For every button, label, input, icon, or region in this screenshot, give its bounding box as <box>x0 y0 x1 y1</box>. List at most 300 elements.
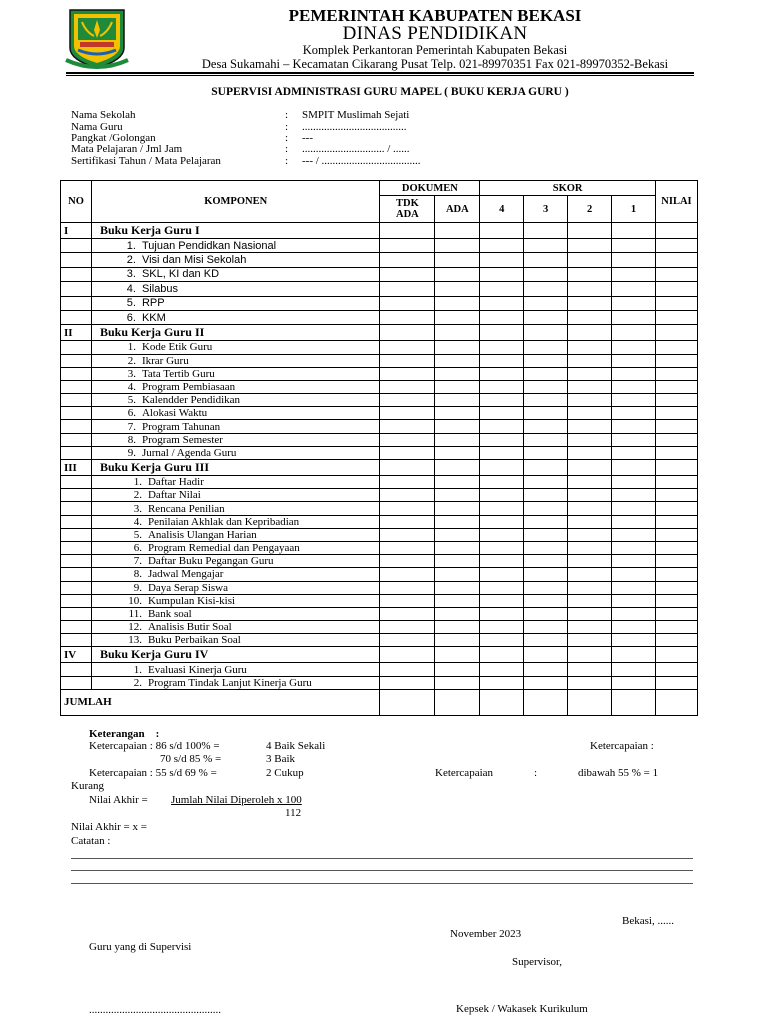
row-number-cell <box>61 296 92 310</box>
score-cell[interactable] <box>612 253 656 267</box>
score-cell[interactable] <box>655 433 697 446</box>
score-cell[interactable] <box>380 676 435 689</box>
score-cell[interactable] <box>568 367 612 380</box>
score-cell[interactable] <box>568 253 612 267</box>
score-cell[interactable] <box>524 489 568 502</box>
score-cell[interactable] <box>568 528 612 541</box>
score-cell[interactable] <box>480 420 524 433</box>
score-cell[interactable] <box>435 296 480 310</box>
header-rule-thin <box>66 75 694 76</box>
score-cell[interactable] <box>480 594 524 607</box>
score-cell[interactable] <box>655 634 697 647</box>
score-cell[interactable] <box>380 647 435 663</box>
score-cell[interactable] <box>524 460 568 476</box>
score-cell[interactable] <box>380 528 435 541</box>
col-header-skor: SKOR <box>480 181 656 196</box>
score-cell[interactable] <box>480 515 524 528</box>
score-cell[interactable] <box>380 621 435 634</box>
info-value: .............................. / ...... <box>302 143 410 155</box>
score-cell[interactable] <box>612 647 656 663</box>
score-cell[interactable] <box>435 354 480 367</box>
score-cell[interactable] <box>480 282 524 296</box>
score-cell[interactable] <box>524 420 568 433</box>
score-cell[interactable] <box>380 515 435 528</box>
item-index: 8. <box>133 568 142 581</box>
score-cell[interactable] <box>612 502 656 515</box>
score-cell[interactable] <box>380 394 435 407</box>
score-cell[interactable] <box>524 634 568 647</box>
component-cell <box>91 594 379 607</box>
info-colon: : <box>285 121 289 133</box>
score-cell[interactable] <box>568 394 612 407</box>
score-cell[interactable] <box>480 568 524 581</box>
score-cell[interactable] <box>524 689 568 715</box>
score-cell[interactable] <box>480 460 524 476</box>
component-cell <box>91 541 379 554</box>
score-cell[interactable] <box>435 325 480 341</box>
score-cell[interactable] <box>612 407 656 420</box>
score-cell[interactable] <box>655 420 697 433</box>
score-cell[interactable] <box>568 476 612 489</box>
score-cell[interactable] <box>435 489 480 502</box>
score-cell[interactable] <box>568 515 612 528</box>
score-cell[interactable] <box>380 489 435 502</box>
score-cell[interactable] <box>612 310 656 324</box>
score-cell[interactable] <box>655 325 697 341</box>
score-cell[interactable] <box>380 367 435 380</box>
score-cell[interactable] <box>380 594 435 607</box>
component-cell <box>91 296 379 310</box>
score-cell[interactable] <box>380 689 435 715</box>
component-row <box>61 489 698 502</box>
score-cell[interactable] <box>612 634 656 647</box>
score-cell[interactable] <box>524 267 568 281</box>
score-cell[interactable] <box>655 489 697 502</box>
score-cell[interactable] <box>435 267 480 281</box>
score-cell[interactable] <box>655 354 697 367</box>
score-cell[interactable] <box>524 394 568 407</box>
row-number-cell <box>61 476 92 489</box>
score-cell[interactable] <box>435 502 480 515</box>
score-cell[interactable] <box>524 282 568 296</box>
score-cell[interactable] <box>655 223 697 239</box>
score-cell[interactable] <box>568 310 612 324</box>
score-cell[interactable] <box>655 267 697 281</box>
score-cell[interactable] <box>480 502 524 515</box>
score-cell[interactable] <box>655 367 697 380</box>
score-cell[interactable] <box>568 267 612 281</box>
score-cell[interactable] <box>612 394 656 407</box>
score-cell[interactable] <box>612 568 656 581</box>
score-cell[interactable] <box>655 663 697 676</box>
item-label: Program Tahunan <box>141 420 221 433</box>
score-cell[interactable] <box>568 489 612 502</box>
criteria-4-colon: : <box>534 767 538 779</box>
score-cell[interactable] <box>435 433 480 446</box>
score-cell[interactable] <box>480 476 524 489</box>
item-label: Silabus <box>141 282 179 295</box>
score-cell[interactable] <box>435 568 480 581</box>
col-header-1: 1 <box>612 196 656 223</box>
score-cell[interactable] <box>655 502 697 515</box>
score-cell[interactable] <box>380 420 435 433</box>
score-cell[interactable] <box>435 689 480 715</box>
score-cell[interactable] <box>568 581 612 594</box>
score-cell[interactable] <box>612 476 656 489</box>
score-cell[interactable] <box>655 310 697 324</box>
score-cell[interactable] <box>655 296 697 310</box>
score-cell[interactable] <box>435 594 480 607</box>
score-cell[interactable] <box>480 689 524 715</box>
score-cell[interactable] <box>480 296 524 310</box>
criteria-1-value: 4 Baik Sekali <box>266 740 326 752</box>
component-row <box>61 607 698 620</box>
score-cell[interactable] <box>380 223 435 239</box>
score-cell[interactable] <box>655 446 697 459</box>
component-cell <box>91 420 379 433</box>
score-cell[interactable] <box>524 433 568 446</box>
score-cell[interactable] <box>435 420 480 433</box>
score-cell[interactable] <box>655 621 697 634</box>
item-label: Daya Serap Siswa <box>147 581 229 594</box>
score-cell[interactable] <box>612 354 656 367</box>
score-cell[interactable] <box>480 634 524 647</box>
score-cell[interactable] <box>380 341 435 354</box>
score-cell[interactable] <box>655 515 697 528</box>
item-label: SKL, KI dan KD <box>141 268 220 281</box>
score-cell[interactable] <box>480 239 524 253</box>
score-cell[interactable] <box>568 555 612 568</box>
score-cell[interactable] <box>435 407 480 420</box>
score-cell[interactable] <box>568 433 612 446</box>
score-cell[interactable] <box>612 460 656 476</box>
score-cell[interactable] <box>435 476 480 489</box>
score-cell[interactable] <box>480 528 524 541</box>
section-row <box>61 325 698 341</box>
score-cell[interactable] <box>612 541 656 554</box>
score-cell[interactable] <box>524 476 568 489</box>
item-label: Buku Perbaikan Soal <box>147 634 241 647</box>
score-cell[interactable] <box>380 634 435 647</box>
item-label: Program Pembiasaan <box>141 381 236 393</box>
score-cell[interactable] <box>655 676 697 689</box>
score-cell[interactable] <box>612 267 656 281</box>
score-cell[interactable] <box>380 446 435 459</box>
score-cell[interactable] <box>655 380 697 393</box>
score-cell[interactable] <box>380 476 435 489</box>
score-cell[interactable] <box>480 325 524 341</box>
score-cell[interactable] <box>480 489 524 502</box>
score-cell[interactable] <box>612 663 656 676</box>
score-cell[interactable] <box>612 594 656 607</box>
score-cell[interactable] <box>524 446 568 459</box>
row-number-cell <box>61 541 92 554</box>
score-cell[interactable] <box>380 581 435 594</box>
score-cell[interactable] <box>380 407 435 420</box>
score-cell[interactable] <box>480 446 524 459</box>
score-cell[interactable] <box>524 380 568 393</box>
score-cell[interactable] <box>612 446 656 459</box>
score-cell[interactable] <box>480 253 524 267</box>
score-cell[interactable] <box>480 223 524 239</box>
item-label: Alokasi Waktu <box>141 407 208 420</box>
component-row <box>61 541 698 554</box>
score-cell[interactable] <box>524 367 568 380</box>
score-cell[interactable] <box>380 239 435 253</box>
score-cell[interactable] <box>655 341 697 354</box>
score-cell[interactable] <box>435 663 480 676</box>
info-value: --- <box>302 132 313 144</box>
criteria-4-label: Ketercapaian <box>435 767 494 779</box>
score-cell[interactable] <box>480 310 524 324</box>
score-cell[interactable] <box>655 394 697 407</box>
score-cell[interactable] <box>435 460 480 476</box>
score-cell[interactable] <box>524 296 568 310</box>
score-cell[interactable] <box>380 282 435 296</box>
item-index: 10. <box>128 594 142 607</box>
score-cell[interactable] <box>524 310 568 324</box>
row-number-cell <box>61 239 92 253</box>
score-cell[interactable] <box>524 515 568 528</box>
score-cell[interactable] <box>655 594 697 607</box>
criteria-2: 70 s/d 85 % = <box>160 753 222 765</box>
score-cell[interactable] <box>568 689 612 715</box>
score-cell[interactable] <box>524 325 568 341</box>
score-cell[interactable] <box>435 394 480 407</box>
score-cell[interactable] <box>612 528 656 541</box>
score-cell[interactable] <box>480 663 524 676</box>
score-cell[interactable] <box>480 607 524 620</box>
score-cell[interactable] <box>435 282 480 296</box>
info-colon: : <box>285 132 289 144</box>
score-cell[interactable] <box>612 515 656 528</box>
score-cell[interactable] <box>480 647 524 663</box>
score-cell[interactable] <box>524 341 568 354</box>
score-cell[interactable] <box>524 676 568 689</box>
score-cell[interactable] <box>655 528 697 541</box>
score-cell[interactable] <box>435 310 480 324</box>
score-cell[interactable] <box>380 555 435 568</box>
score-cell[interactable] <box>480 433 524 446</box>
score-cell[interactable] <box>568 502 612 515</box>
score-cell[interactable] <box>655 239 697 253</box>
score-cell[interactable] <box>524 555 568 568</box>
score-cell[interactable] <box>612 607 656 620</box>
section-row <box>61 460 698 476</box>
score-cell[interactable] <box>435 239 480 253</box>
score-cell[interactable] <box>480 407 524 420</box>
component-cell <box>91 634 379 647</box>
score-cell[interactable] <box>480 354 524 367</box>
score-cell[interactable] <box>612 689 656 715</box>
score-cell[interactable] <box>612 380 656 393</box>
score-cell[interactable] <box>568 594 612 607</box>
score-cell[interactable] <box>380 296 435 310</box>
score-cell[interactable] <box>480 367 524 380</box>
score-cell[interactable] <box>612 420 656 433</box>
score-cell[interactable] <box>612 223 656 239</box>
score-cell[interactable] <box>480 394 524 407</box>
score-cell[interactable] <box>480 676 524 689</box>
header-contact: Desa Sukamahi – Kecamatan Cikarang Pusat Telp. 021-89970351 Fax 021-89970352-Bekasi <box>201 57 669 71</box>
score-cell[interactable] <box>612 239 656 253</box>
score-cell[interactable] <box>380 253 435 267</box>
col-header-4: 4 <box>480 196 524 223</box>
score-cell[interactable] <box>480 341 524 354</box>
score-cell[interactable] <box>480 581 524 594</box>
score-cell[interactable] <box>568 354 612 367</box>
score-cell[interactable] <box>568 325 612 341</box>
score-cell[interactable] <box>435 541 480 554</box>
score-cell[interactable] <box>435 528 480 541</box>
score-cell[interactable] <box>480 555 524 568</box>
score-cell[interactable] <box>480 621 524 634</box>
score-cell[interactable] <box>380 568 435 581</box>
score-cell[interactable] <box>435 555 480 568</box>
score-cell[interactable] <box>568 634 612 647</box>
score-cell[interactable] <box>655 555 697 568</box>
sign-date: November 2023 <box>450 928 522 940</box>
score-cell[interactable] <box>568 568 612 581</box>
score-cell[interactable] <box>524 594 568 607</box>
score-cell[interactable] <box>524 528 568 541</box>
score-cell[interactable] <box>524 663 568 676</box>
component-row <box>61 296 698 310</box>
score-cell[interactable] <box>655 581 697 594</box>
score-cell[interactable] <box>655 607 697 620</box>
score-cell[interactable] <box>435 367 480 380</box>
score-cell[interactable] <box>380 325 435 341</box>
score-cell[interactable] <box>655 689 697 715</box>
score-cell[interactable] <box>524 223 568 239</box>
catatan-line <box>71 870 693 871</box>
score-cell[interactable] <box>435 341 480 354</box>
score-cell[interactable] <box>655 282 697 296</box>
score-cell[interactable] <box>655 647 697 663</box>
score-cell[interactable] <box>380 607 435 620</box>
sign-supervisor-label: Supervisor, <box>512 956 562 968</box>
score-cell[interactable] <box>524 253 568 267</box>
score-cell[interactable] <box>568 621 612 634</box>
score-cell[interactable] <box>435 607 480 620</box>
score-cell[interactable] <box>380 380 435 393</box>
score-cell[interactable] <box>524 621 568 634</box>
score-cell[interactable] <box>568 407 612 420</box>
score-cell[interactable] <box>435 581 480 594</box>
item-index: 11. <box>128 608 142 620</box>
score-cell[interactable] <box>568 239 612 253</box>
score-cell[interactable] <box>380 460 435 476</box>
score-cell[interactable] <box>435 223 480 239</box>
score-cell[interactable] <box>568 446 612 459</box>
header-government: PEMERINTAH KABUPATEN BEKASI <box>288 6 582 25</box>
score-cell[interactable] <box>612 433 656 446</box>
score-cell[interactable] <box>612 676 656 689</box>
score-cell[interactable] <box>655 568 697 581</box>
score-cell[interactable] <box>655 541 697 554</box>
score-cell[interactable] <box>568 296 612 310</box>
score-cell[interactable] <box>380 663 435 676</box>
score-cell[interactable] <box>655 476 697 489</box>
score-cell[interactable] <box>612 555 656 568</box>
score-cell[interactable] <box>435 515 480 528</box>
score-cell[interactable] <box>612 341 656 354</box>
score-cell[interactable] <box>612 325 656 341</box>
score-cell[interactable] <box>655 253 697 267</box>
score-cell[interactable] <box>568 676 612 689</box>
nilai-akhir-denominator: 112 <box>285 807 302 819</box>
score-cell[interactable] <box>612 621 656 634</box>
score-cell[interactable] <box>568 607 612 620</box>
score-cell[interactable] <box>380 310 435 324</box>
score-cell[interactable] <box>435 676 480 689</box>
score-cell[interactable] <box>480 380 524 393</box>
score-cell[interactable] <box>655 407 697 420</box>
score-cell[interactable] <box>524 581 568 594</box>
score-cell[interactable] <box>435 253 480 267</box>
criteria-4-value: dibawah 55 % = 1 <box>578 767 659 779</box>
score-cell[interactable] <box>612 296 656 310</box>
score-cell[interactable] <box>612 581 656 594</box>
row-number-cell <box>61 555 92 568</box>
score-cell[interactable] <box>524 541 568 554</box>
score-cell[interactable] <box>612 282 656 296</box>
score-cell[interactable] <box>568 647 612 663</box>
score-cell[interactable] <box>435 380 480 393</box>
score-cell[interactable] <box>435 621 480 634</box>
score-cell[interactable] <box>435 647 480 663</box>
score-cell[interactable] <box>568 341 612 354</box>
score-cell[interactable] <box>524 502 568 515</box>
score-cell[interactable] <box>480 541 524 554</box>
component-cell <box>91 394 379 407</box>
score-cell[interactable] <box>568 282 612 296</box>
score-cell[interactable] <box>568 380 612 393</box>
score-cell[interactable] <box>568 663 612 676</box>
component-row <box>61 267 698 281</box>
score-cell[interactable] <box>435 634 480 647</box>
score-cell[interactable] <box>380 541 435 554</box>
row-number-cell <box>61 594 92 607</box>
score-cell[interactable] <box>524 354 568 367</box>
score-cell[interactable] <box>380 502 435 515</box>
score-cell[interactable] <box>524 568 568 581</box>
score-cell[interactable] <box>524 647 568 663</box>
item-label: Daftar Nilai <box>147 489 201 502</box>
score-cell[interactable] <box>612 489 656 502</box>
score-cell[interactable] <box>524 407 568 420</box>
score-cell[interactable] <box>435 446 480 459</box>
col-header-dokumen: DOKUMEN <box>380 181 480 196</box>
score-cell[interactable] <box>568 460 612 476</box>
score-cell[interactable] <box>524 607 568 620</box>
score-cell[interactable] <box>568 541 612 554</box>
score-cell[interactable] <box>568 223 612 239</box>
component-row <box>61 676 698 689</box>
score-cell[interactable] <box>380 354 435 367</box>
component-cell <box>91 607 379 620</box>
score-cell[interactable] <box>480 267 524 281</box>
score-cell[interactable] <box>568 420 612 433</box>
score-cell[interactable] <box>380 433 435 446</box>
item-index: 3. <box>133 502 142 515</box>
score-cell[interactable] <box>380 267 435 281</box>
score-cell[interactable] <box>612 367 656 380</box>
nilai-akhir-result: Nilai Akhir = x = <box>71 821 147 833</box>
score-cell[interactable] <box>655 460 697 476</box>
row-number-cell <box>61 634 92 647</box>
score-cell[interactable] <box>524 239 568 253</box>
